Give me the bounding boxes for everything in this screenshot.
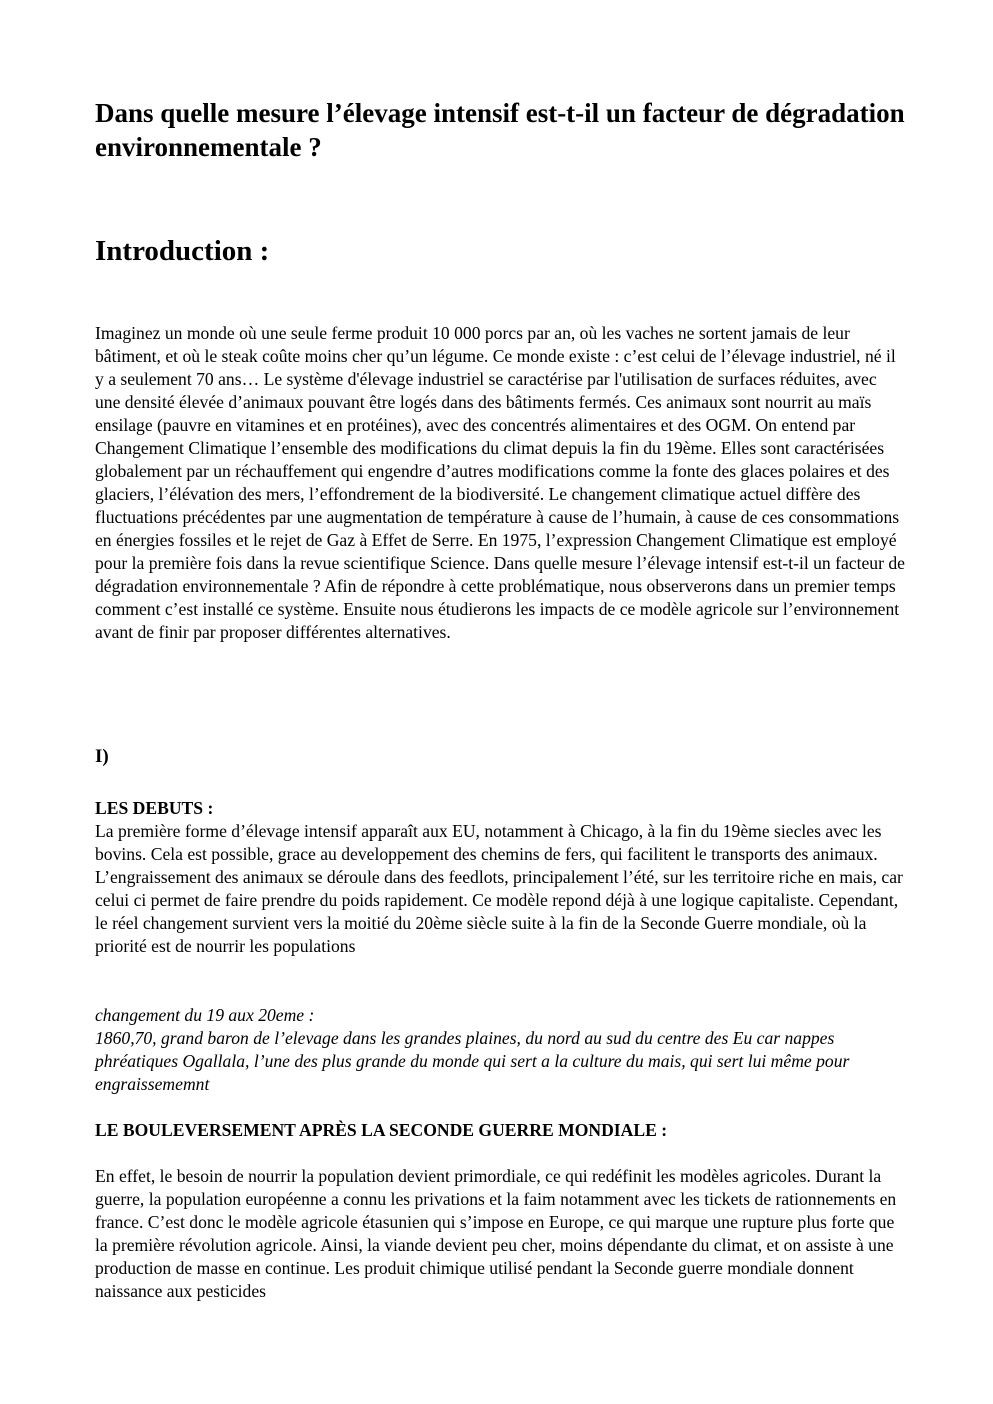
introduction-heading: Introduction : [95,235,270,267]
part-one-number: I) [95,746,109,767]
notes-line-2: 1860,70, grand baron de l’elevage dans les grandes plaines, du nord au sud du centre des Eu car nappes phréatiques Ogallala, l’une des plus grande du monde qui sert a la culture du mais, qui sert lui même pour engraissememnt [95,1028,850,1094]
debuts-paragraph: La première forme d’élevage intensif apparaît aux EU, notamment à Chicago, à la fin du 19ème siecles avec les bovins. Cela est possible, grace au developpement des chemins de fers, qui facilitent le transports des animaux. L’engraissement des animaux se déroule dans des feedlots, principalement l’été, sur les territoire riche en mais, car celui ci permet de faire prendre du poids rapidement. Ce modèle repond déjà à une logique capitaliste. Cependant, le réel changement survient vers la moitié du 20ème siècle suite à la fin de la Seconde Guerre mondiale, où la priorité est de nourrir les populations [95,821,903,956]
introduction-paragraph: Imaginez un monde où une seule ferme produit 10 000 porcs par an, où les vaches ne sortent jamais de leur bâtiment, et où le steak coûte moins cher qu’un légume. Ce monde existe : c’est celui de l’élevage industriel, né il y a seulement 70 ans… Le système d'élevage industriel se caractérise par l'utilisation de surfaces réduites, avec une densité élevée d’animaux pouvant être logés dans des bâtiments fermés. Ces animaux sont nourrit au maïs ensilage (pauvre en vitamines et en protéines), avec des concentrés alimentaires et des OGM. On entend par Changement Climatique l’ensemble des modifications du climat depuis la fin du 19ème. Elles sont caractérisées globalement par un réchauffement qui engendre d’autres modifications comme la fonte des glaces polaires et des glaciers, l’élévation des mers, l’effondrement de la biodiversité. Le changement climatique actuel diffère des fluctuations précédentes par une augmentation de température à cause de l’humain, à cause de ces consommations en énergies fossiles et le rejet de Gaz à Effet de Serre. En 1975, l’expression Changement Climatique est employé pour la première fois dans la revue scientifique Science. Dans quelle mesure l’élevage intensif est-t-il un facteur de dégradation environnementale ? Afin de répondre à cette problématique, nous observerons dans un premier temps comment c’est installé ce système. Ensuite nous étudierons les impacts de ce modèle agricole sur l’environnement avant de finir par proposer différentes alternatives. [95,323,905,642]
notes-section [95,1004,905,1096]
debuts-section [95,797,905,958]
notes-line-1: changement du 19 aux 20eme : [95,1005,315,1025]
bouleversement-heading: LE BOULEVERSEMENT APRÈS LA SECONDE GUERRE MONDIALE : [95,1120,668,1140]
document-title: Dans quelle mesure l’élevage intensif est-t-il un facteur de dégradation environnementale ? [95,98,905,162]
debuts-heading: LES DEBUTS : [95,798,214,818]
bouleversement-paragraph: En effet, le besoin de nourrir la population devient primordiale, ce qui redéfinit les modèles agricoles. Durant la guerre, la population européenne a connu les privations et la faim notamment avec les tickets de rationnements en france. C’est donc le modèle agricole étasunien qui s’impose en Europe, ce qui marque une rupture plus forte que la première révolution agricole. Ainsi, la viande devient peu cher, moins dépendante du climat, et on assiste à une production de masse en continue. Les produit chimique utilisé pendant la Seconde guerre mondiale donnent naissance aux pesticides [95,1166,897,1301]
